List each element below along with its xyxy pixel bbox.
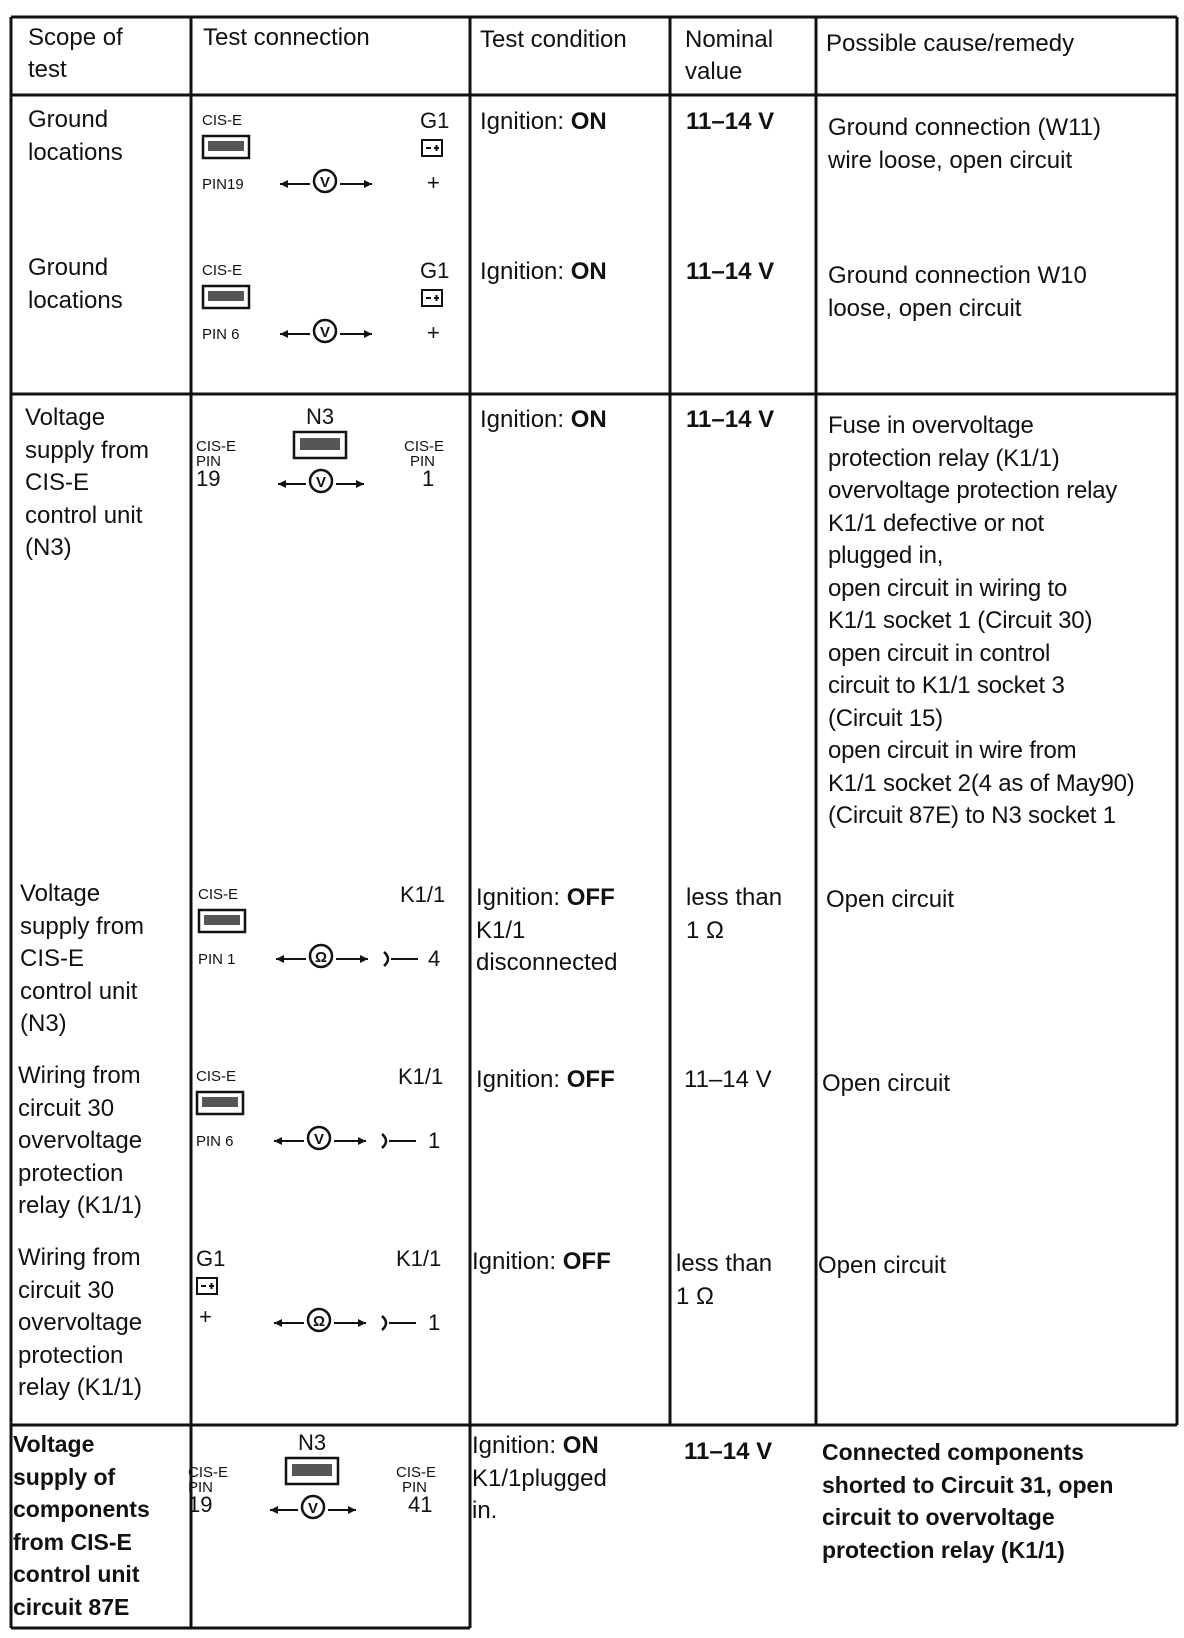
svg-text:PIN 1: PIN 1 xyxy=(198,951,236,968)
voltmeter-icon xyxy=(274,1127,366,1149)
svg-text:G1: G1 xyxy=(196,1246,226,1271)
table-row-6-scope: Wiring from circuit 30 overvoltage protection relay (K1/1) xyxy=(18,1244,143,1401)
table-row-7-nominal: 11–14 V xyxy=(684,1438,773,1465)
svg-text:PIN: PIN xyxy=(196,453,222,470)
svg-text:CIS-E: CIS-E xyxy=(404,438,445,455)
table-row-7-scope: Voltage supply of components from CIS-E control unit circuit 87E xyxy=(13,1431,150,1620)
table-row-4-scope: Voltage supply from CIS-E control unit (N3) xyxy=(20,880,145,1037)
test-connection-diagram xyxy=(194,402,459,512)
header-condition: Test condition xyxy=(480,26,627,53)
socket-icon xyxy=(384,952,418,966)
control-unit-icon xyxy=(286,1458,338,1484)
svg-text:N3: N3 xyxy=(298,1430,327,1455)
svg-text:V: V xyxy=(313,1131,325,1148)
pin-label: PIN 6 xyxy=(202,326,240,343)
svg-text:41: 41 xyxy=(408,1492,433,1517)
table-row-3-condition: Ignition: ON xyxy=(480,406,607,433)
svg-text:V: V xyxy=(319,324,331,341)
table-row-7-condition: Ignition: ON K1/1plugged in. xyxy=(472,1432,607,1524)
test-connection-diagram xyxy=(194,1062,454,1162)
svg-text:CIS-E: CIS-E xyxy=(188,1464,229,1481)
table-row-1-nominal: 11–14 V xyxy=(686,108,775,135)
svg-text:V: V xyxy=(307,1500,319,1517)
header-nominal: Nominal value xyxy=(685,26,774,85)
test-connection-diagram xyxy=(200,106,460,206)
svg-text:Ω: Ω xyxy=(314,949,328,966)
svg-text:4: 4 xyxy=(428,946,441,971)
voltmeter-icon xyxy=(270,1496,356,1518)
svg-text:CIS-E: CIS-E xyxy=(396,1464,437,1481)
svg-text:PIN 6: PIN 6 xyxy=(196,1133,234,1150)
svg-text:CIS-E: CIS-E xyxy=(196,1068,237,1085)
battery-icon xyxy=(422,140,442,156)
voltmeter-icon xyxy=(278,470,364,492)
table-row-1-scope: Ground locations xyxy=(28,106,123,166)
svg-text:V: V xyxy=(315,474,327,491)
control-unit-icon xyxy=(203,286,249,308)
connector-label: CIS-E xyxy=(202,112,243,129)
table-row-4-condition: Ignition: OFF K1/1 disconnected xyxy=(476,884,618,976)
connector-label: CIS-E xyxy=(202,262,243,279)
svg-text:+: + xyxy=(199,1304,212,1329)
test-connection-diagram xyxy=(196,880,456,980)
svg-text:Ω: Ω xyxy=(312,1313,326,1330)
table-row-2-remedy: Ground connection W10 loose, open circuit xyxy=(828,262,1087,322)
table-row-4-remedy: Open circuit xyxy=(826,886,955,913)
header-connection: Test connection xyxy=(203,24,370,51)
svg-text:1: 1 xyxy=(428,1128,441,1153)
svg-text:G1: G1 xyxy=(420,108,450,133)
svg-text:K1/1: K1/1 xyxy=(400,882,446,907)
svg-text:1: 1 xyxy=(422,466,435,491)
voltmeter-icon xyxy=(280,320,372,342)
table-row-6-condition: Ignition: OFF xyxy=(472,1248,611,1275)
svg-text:19: 19 xyxy=(196,466,221,491)
table-row-5-condition: Ignition: OFF xyxy=(476,1066,615,1093)
table-row-5-nominal: 11–14 V xyxy=(684,1066,772,1093)
svg-text:+: + xyxy=(427,170,440,195)
svg-text:CIS-E: CIS-E xyxy=(198,886,239,903)
table-row-2-nominal: 11–14 V xyxy=(686,258,775,285)
svg-text:PIN: PIN xyxy=(402,1479,428,1496)
header-scope: Scope of test xyxy=(28,24,123,83)
table-row-1-condition: Ignition: ON xyxy=(480,108,607,135)
ohmmeter-icon xyxy=(274,1309,366,1331)
svg-text:V: V xyxy=(319,174,331,191)
battery-icon xyxy=(197,1278,217,1294)
control-unit-icon xyxy=(197,1092,243,1114)
socket-icon xyxy=(382,1134,416,1148)
table-row-5-scope: Wiring from circuit 30 overvoltage protection relay (K1/1) xyxy=(18,1062,143,1219)
socket-icon xyxy=(382,1316,416,1330)
table-row-5-remedy: Open circuit xyxy=(822,1070,951,1097)
table-row-6-nominal: less than 1 Ω xyxy=(676,1250,773,1310)
svg-text:19: 19 xyxy=(188,1492,213,1517)
battery-icon xyxy=(422,290,442,306)
table-row-2-condition: Ignition: ON xyxy=(480,258,607,285)
table-row-3-remedy: Fuse in overvoltage protection relay (K1/1) overvoltage protection relay K1/1 defective or not plugged in, open circuit in wiring to K1/1 socket 1 (Circuit 30) open circuit in control circuit to K1/1 socket 3 (Circuit 15) open circuit in wire from K1/1 socket 2(4 as of May90) (Circuit 87E) to N3 socket 1 xyxy=(828,412,1135,829)
table-row-6-remedy: Open circuit xyxy=(818,1252,947,1279)
header-remedy: Possible cause/remedy xyxy=(826,30,1075,57)
svg-text:CIS-E: CIS-E xyxy=(196,438,237,455)
svg-text:PIN: PIN xyxy=(188,1479,214,1496)
svg-text:G1: G1 xyxy=(420,258,450,283)
test-connection-diagram xyxy=(186,1428,451,1538)
table-row-7-remedy: Connected components shorted to Circuit 31, open circuit to overvoltage protection relay (K1/1) xyxy=(822,1439,1114,1563)
svg-text:+: + xyxy=(427,320,440,345)
table-row-3-nominal: 11–14 V xyxy=(686,406,775,433)
voltmeter-icon xyxy=(280,170,372,192)
svg-text:K1/1: K1/1 xyxy=(396,1246,442,1271)
test-connection-diagram xyxy=(194,1244,454,1344)
table-row-1-remedy: Ground connection (W11) wire loose, open circuit xyxy=(828,114,1102,174)
svg-text:1: 1 xyxy=(428,1310,441,1335)
ohmmeter-icon xyxy=(276,945,368,967)
control-unit-icon xyxy=(294,432,346,458)
svg-text:PIN: PIN xyxy=(410,453,436,470)
svg-text:K1/1: K1/1 xyxy=(398,1064,444,1089)
table-row-4-nominal: less than 1 Ω xyxy=(686,884,783,944)
svg-text:N3: N3 xyxy=(306,404,335,429)
table-row-2-scope: Ground locations xyxy=(28,254,123,314)
test-connection-diagram xyxy=(200,256,460,356)
control-unit-icon xyxy=(199,910,245,932)
table-row-3-scope: Voltage supply from CIS-E control unit (N3) xyxy=(25,404,150,561)
control-unit-icon xyxy=(203,136,249,158)
pin-label: PIN19 xyxy=(202,176,244,193)
